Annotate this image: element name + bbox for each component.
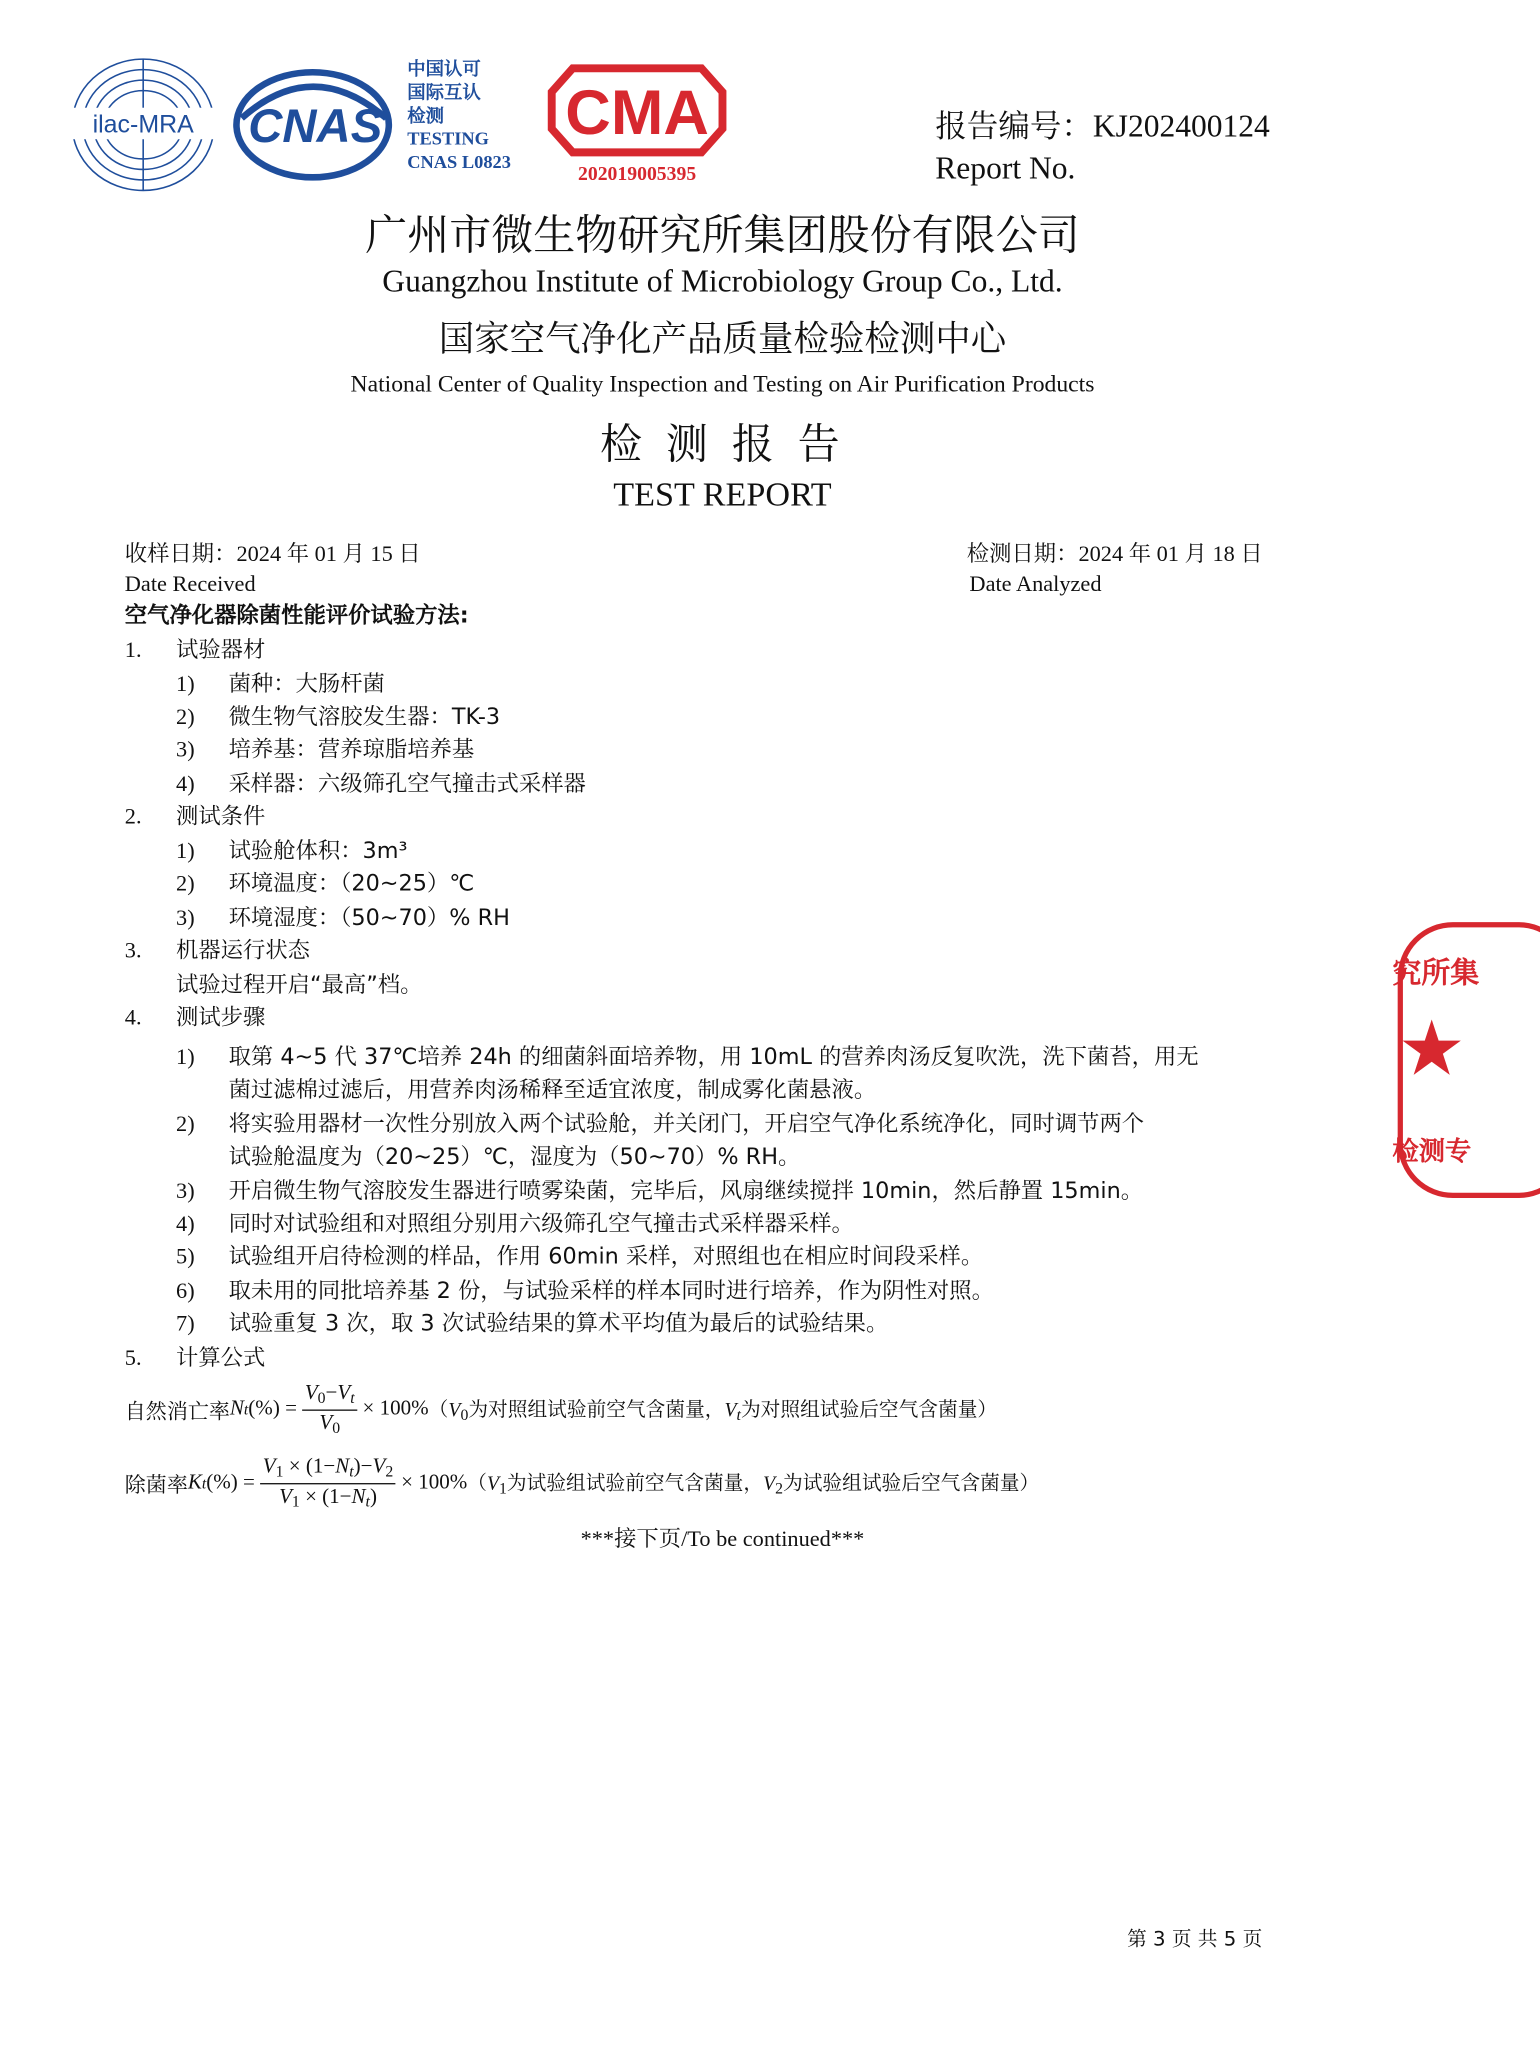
step-text: 开启微生物气溶胶发生器进行喷雾染菌，完毕后，风扇继续搅拌 10min，然后静置 15min。 [228, 1178, 1144, 1205]
step-text: 试验重复 3 次，取 3 次试验结果的算术平均值为最后的试验结果。 [228, 1310, 889, 1338]
report-number [935, 108, 1270, 146]
cma-number: 202019005395 [577, 164, 697, 186]
fraction-denominator [302, 1410, 357, 1438]
section-number: 1. [124, 637, 142, 663]
cma-logo [546, 63, 727, 184]
report-number-label: 报告编号： [935, 107, 1093, 145]
math-var: N [335, 1454, 350, 1478]
step-number: 4) [176, 1211, 195, 1237]
math-op: − [325, 1381, 338, 1404]
note-open: （ [467, 1470, 487, 1495]
method-title: 空气净化器除菌性能评价试验方法: [124, 602, 469, 630]
formula-symbol: K [187, 1471, 202, 1494]
math-var: V [763, 1473, 776, 1495]
formula-unit: (%) = [206, 1471, 255, 1494]
cnas-caption [407, 58, 538, 176]
date-received [125, 541, 421, 567]
formula-natural-decay [125, 1370, 997, 1449]
section-title: 计算公式 [176, 1345, 266, 1372]
report-number-label-en: Report No. [935, 152, 1076, 187]
date-analyzed-label: 检测日期： [966, 541, 1079, 568]
item-number: 1) [176, 838, 195, 864]
formula-label: 自然消亡率 [124, 1398, 230, 1424]
step-number: 6) [176, 1278, 195, 1304]
company-name-en: Guangzhou Institute of Microbiology Group Co., Ltd. [382, 265, 1063, 300]
cnas-caption-line: 中国认可 [407, 59, 481, 81]
item-text: 培养基：营养琼脂培养基 [228, 736, 475, 764]
formula-subscript: t [201, 1473, 207, 1492]
math-op: × (1− [283, 1454, 336, 1478]
note-text: 为试验组试验前空气含菌量， [506, 1470, 764, 1495]
step-number: 5) [176, 1243, 195, 1269]
math-sub: 0 [317, 1387, 326, 1407]
section-title: 试验器材 [176, 637, 266, 664]
formula-symbol: N [229, 1397, 244, 1421]
math-sub: 2 [385, 1461, 394, 1480]
item-text: 环境湿度：（50~70）% RH [228, 905, 510, 932]
cma-text: CMA [565, 77, 709, 148]
section-number: 5. [124, 1345, 142, 1371]
cnas-caption-line: TESTING [407, 130, 489, 150]
step-text: 同时对试验组和对照组分别用六级筛孔空气撞击式采样器采样。 [228, 1211, 854, 1238]
section-title: 测试条件 [176, 803, 266, 831]
center-name-cn: 国家空气净化产品质量检验检测中心 [438, 319, 1007, 360]
step-text: 试验舱温度为（20~25）℃，湿度为（50~70）% RH。 [228, 1144, 801, 1171]
cnas-caption-line: 国际互认 [407, 82, 481, 104]
section-body: 试验过程开启“最高”档。 [176, 972, 423, 999]
math-op: )− [353, 1454, 373, 1478]
math-sub: t [365, 1491, 370, 1510]
date-received-label: 收样日期： [124, 541, 237, 568]
formula-times: × 100% [401, 1471, 468, 1494]
step-number: 1) [176, 1044, 195, 1070]
math-var: V [486, 1473, 500, 1495]
math-var: V [372, 1454, 386, 1478]
math-op: ) [369, 1485, 377, 1508]
formula-subscript: t [243, 1399, 249, 1419]
math-sub: t [350, 1387, 355, 1407]
page-footer: 第 3 页 共 5 页 [1127, 1927, 1263, 1951]
item-text: 环境温度：（20~25）℃ [228, 870, 475, 898]
math-sub: 1 [291, 1491, 300, 1510]
date-analyzed [967, 541, 1263, 567]
math-sub: 2 [775, 1478, 784, 1497]
item-number: 2) [176, 704, 195, 730]
date-received-en: Date Received [124, 571, 256, 597]
math-var: V [319, 1411, 333, 1434]
item-text: 菌种：大肠杆菌 [228, 671, 385, 698]
section-number: 3. [124, 937, 142, 963]
formula-unit: (%) = [248, 1397, 297, 1421]
step-number: 7) [176, 1310, 195, 1336]
note-text: 为试验组试验后空气含菌量） [783, 1470, 1040, 1495]
seal-bottom-text: 检测专 [1392, 1134, 1472, 1167]
date-analyzed-value: 2024 年 01 月 18 日 [1078, 541, 1263, 567]
item-text: 采样器：六级筛孔空气撞击式采样器 [228, 771, 586, 798]
fraction-numerator [260, 1455, 396, 1484]
ilac-text: ilac-MRA [92, 110, 194, 139]
note-text: 为对照组试验前空气含菌量， [468, 1397, 725, 1421]
date-analyzed-en: Date Analyzed [969, 571, 1102, 597]
formula-note [467, 1468, 1039, 1498]
math-sub: 1 [499, 1478, 507, 1497]
item-number: 3) [176, 905, 195, 931]
step-text: 取未用的同批培养基 2 份，与试验采样的样本同时进行培养，作为阴性对照。 [228, 1278, 994, 1305]
date-received-value: 2024 年 01 月 15 日 [236, 541, 421, 567]
math-var: V [337, 1381, 351, 1404]
report-number-value: KJ202400124 [1092, 110, 1270, 145]
math-var: N [351, 1485, 366, 1508]
seal-top-text: 究所集 [1392, 957, 1480, 991]
item-text: 微生物气溶胶发生器：TK-3 [228, 704, 501, 731]
math-var: V [304, 1381, 318, 1404]
item-number: 4) [176, 771, 195, 797]
math-var: V [724, 1399, 737, 1421]
section-title: 机器运行状态 [176, 937, 311, 965]
report-title-cn: 检 测 报 告 [599, 419, 845, 469]
item-text: 试验舱体积：3m³ [228, 838, 408, 865]
formula-fraction [260, 1455, 396, 1511]
item-number: 3) [176, 736, 195, 762]
formula-label: 除菌率 [124, 1471, 188, 1497]
official-seal [1392, 920, 1539, 1201]
step-text: 试验组开启待检测的样品，作用 60min 采样，对照组也在相应时间段采样。 [228, 1243, 984, 1271]
item-number: 1) [176, 671, 195, 697]
fraction-denominator [260, 1484, 396, 1512]
note-open: （ [428, 1397, 449, 1421]
math-sub: 0 [460, 1404, 469, 1424]
math-var: V [279, 1485, 292, 1508]
math-sub: 0 [332, 1418, 341, 1437]
ilac-mra-logo [66, 53, 221, 197]
cnas-caption-line: CNAS L0823 [407, 153, 511, 174]
section-number: 4. [124, 1004, 142, 1030]
step-number: 3) [176, 1178, 195, 1204]
formula-note [429, 1394, 997, 1424]
step-text: 取第 4~5 代 37℃培养 24h 的细菌斜面培养物，用 10mL 的营养肉汤反复吹洗，洗下菌苔，用无 [228, 1044, 1199, 1071]
center-name-en: National Center of Quality Inspection and Testing on Air Purification Products [350, 370, 1095, 397]
formula-fraction [302, 1381, 357, 1437]
math-sub: t [736, 1404, 741, 1424]
section-number: 2. [124, 803, 142, 829]
continued-note: ***接下页/To be continued*** [580, 1526, 865, 1552]
formula-times: × 100% [362, 1397, 429, 1421]
math-sub: t [349, 1461, 354, 1480]
step-text: 菌过滤棉过滤后，用营养肉汤稀释至适宜浓度，制成雾化菌悬液。 [228, 1077, 877, 1104]
company-name-cn: 广州市微生物研究所集团股份有限公司 [365, 210, 1080, 261]
cnas-caption-line: 检测 [407, 106, 444, 128]
math-op: × (1− [299, 1485, 352, 1508]
note-text: 为对照组试验后空气含菌量） [740, 1397, 998, 1421]
math-var: V [448, 1399, 461, 1421]
section-title: 测试步骤 [176, 1004, 266, 1032]
item-number: 2) [176, 870, 195, 896]
math-var: V [262, 1454, 276, 1478]
fraction-numerator [302, 1381, 357, 1410]
cnas-text: CNAS [248, 99, 383, 153]
step-number: 2) [176, 1111, 195, 1137]
formula-removal-rate [125, 1444, 1039, 1523]
cnas-logo [231, 66, 399, 184]
seal-star-icon: ★ [1397, 1003, 1466, 1093]
math-sub: 1 [275, 1461, 284, 1480]
step-text: 将实验用器材一次性分别放入两个试验舱，并关闭门，开启空气净化系统净化，同时调节两个 [228, 1111, 1145, 1138]
report-title-en: TEST REPORT [613, 475, 832, 514]
